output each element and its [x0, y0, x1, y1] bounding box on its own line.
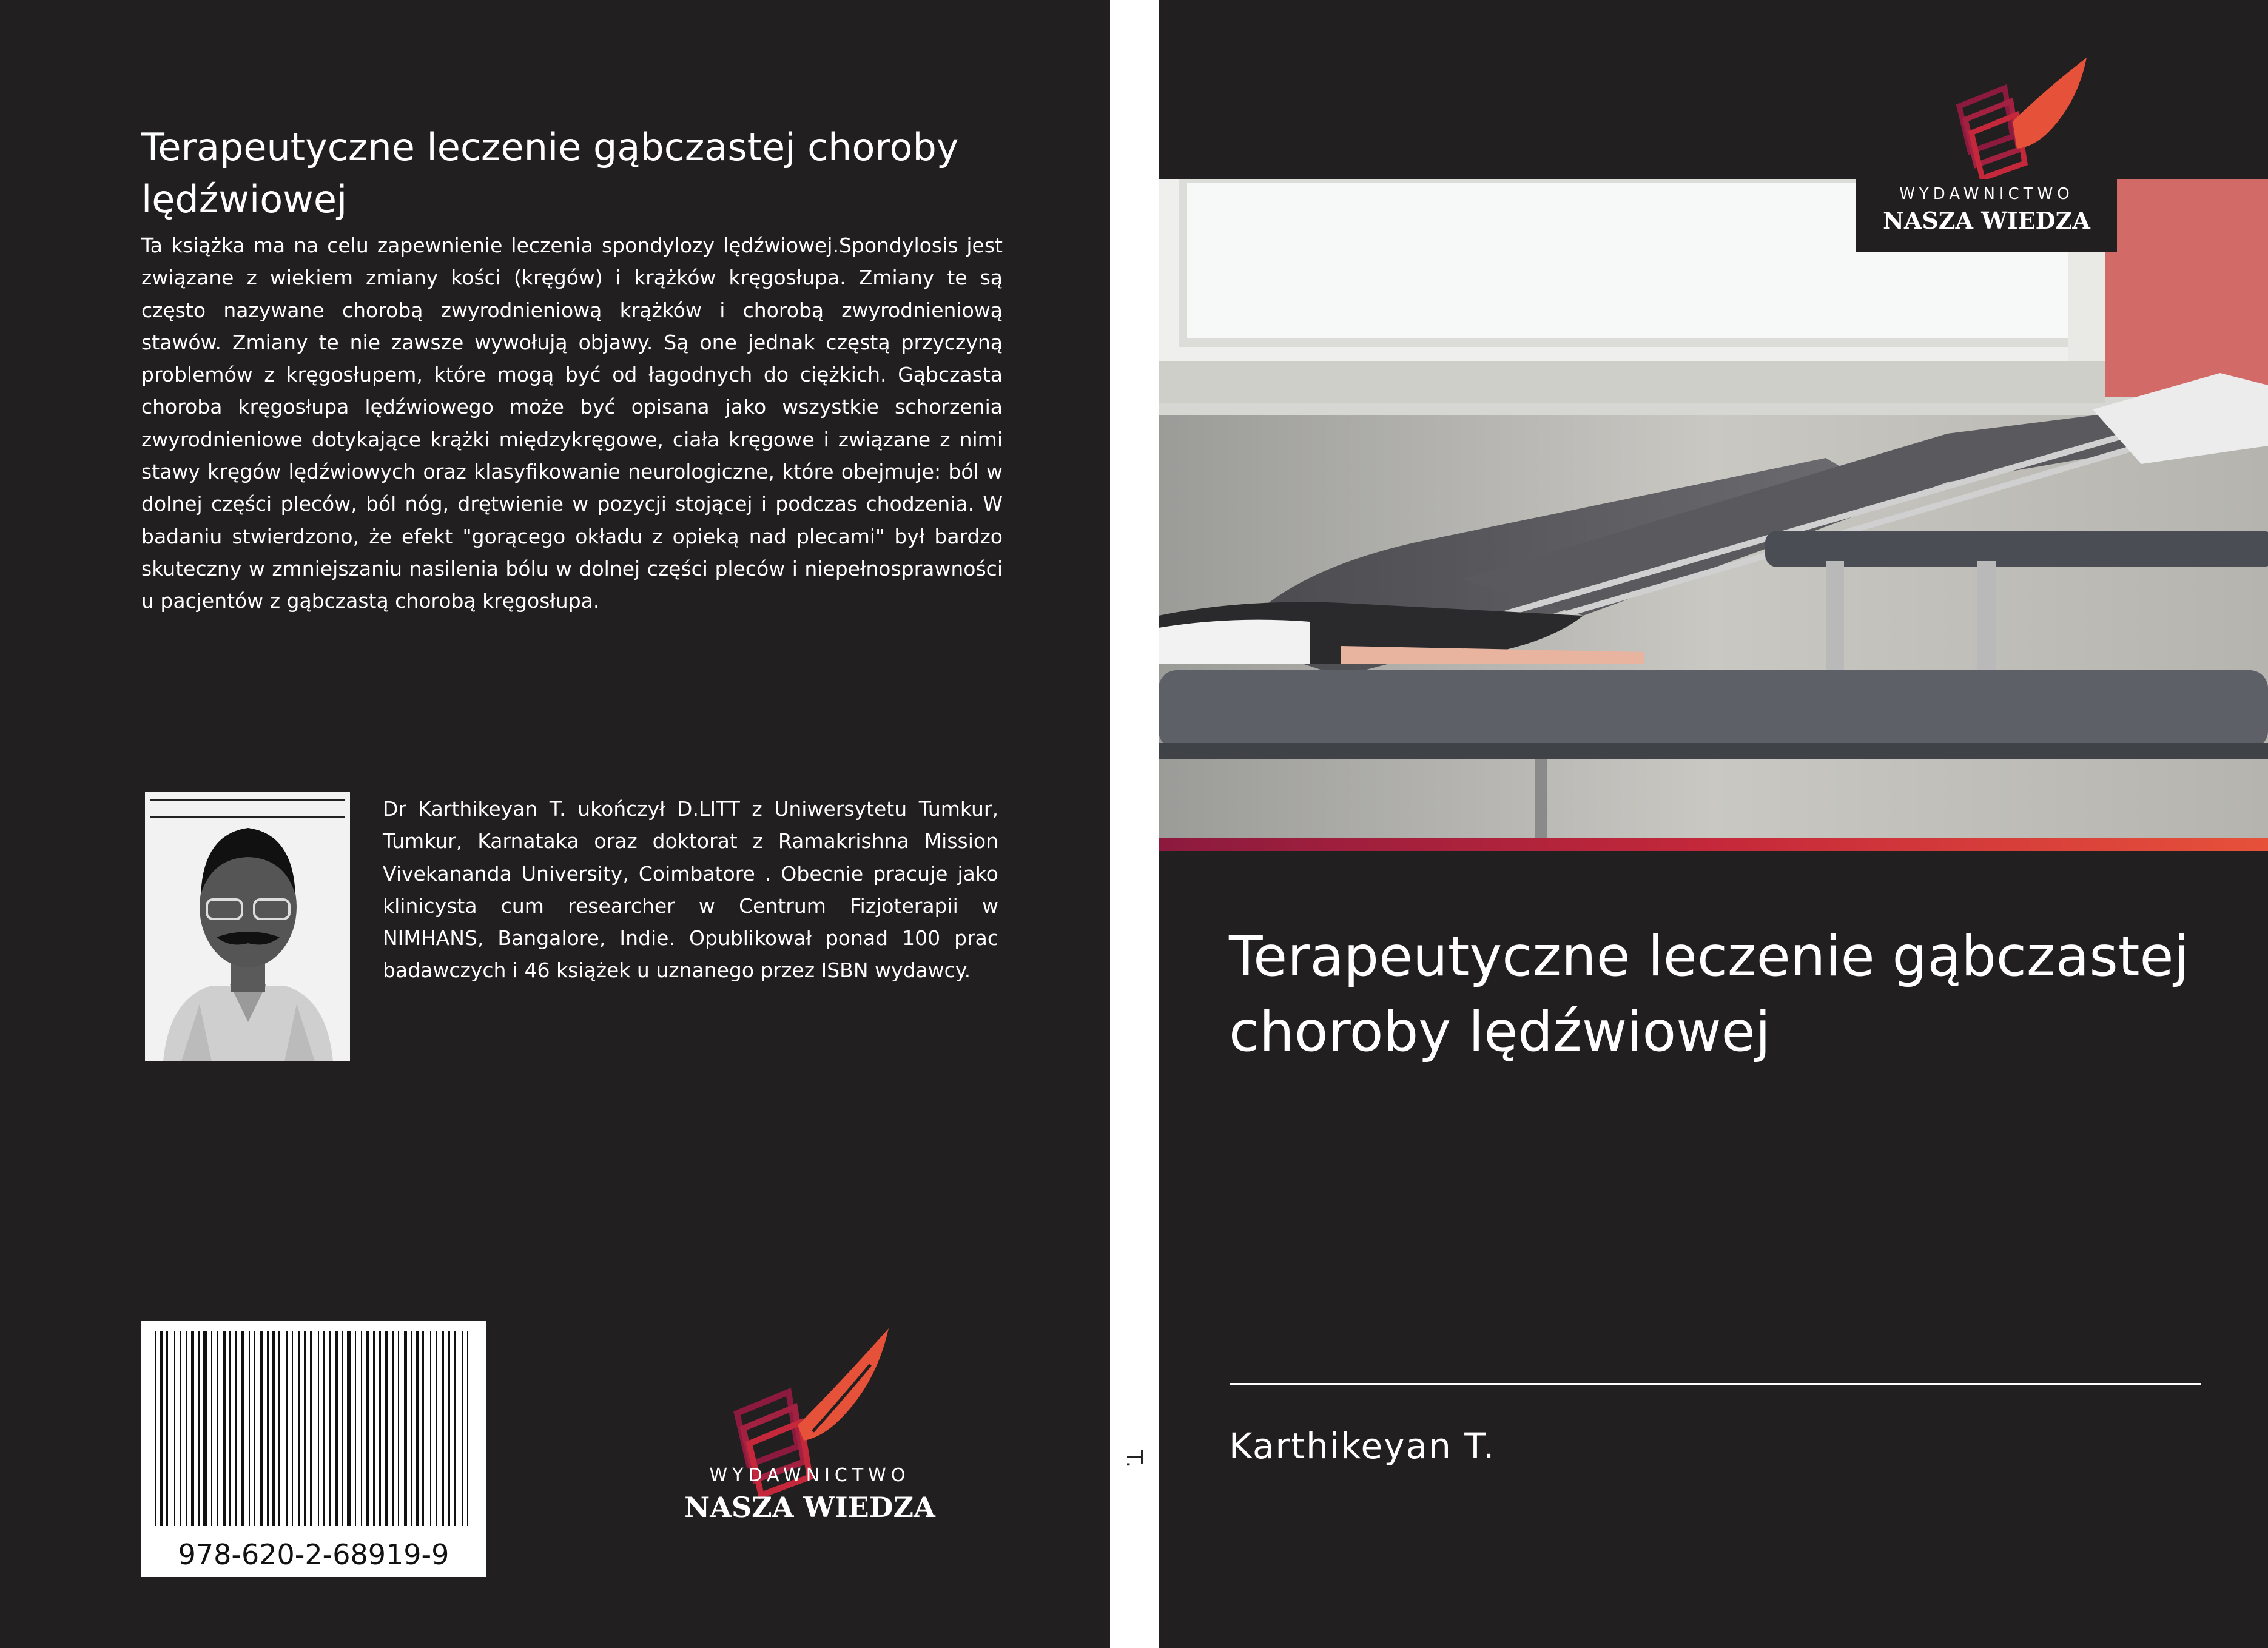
- barcode-bar: [310, 1331, 312, 1526]
- barcode-bar: [361, 1331, 362, 1526]
- author-photo: [145, 792, 350, 1061]
- barcode-bar: [198, 1331, 200, 1526]
- barcode-bar: [217, 1331, 218, 1526]
- barcode-bar: [260, 1331, 263, 1526]
- front-cover-title: Terapeutyczne leczenie gąbczastej choroby lędźwiowej: [1229, 925, 2189, 1064]
- barcode-bar: [342, 1331, 343, 1526]
- front-cover-author: Karthikeyan T.: [1229, 1425, 1496, 1467]
- barcode-bar: [180, 1331, 181, 1526]
- barcode-bar: [422, 1331, 424, 1526]
- barcode-bar: [379, 1331, 381, 1526]
- back-cover-description: Ta książka ma na celu zapewnienie leczenia spondylozy lędźwiowej.Spondylosis jest związane z wiekiem zmiany kości (kręgów) i krążków kręgosłupa. Zmiany te są często nazywane chorobą zwyrodnieniową krążków i chorobą zwyrodnieniową stawów. Zmiany te nie zawsze wywołują objawy. Są one jednak częstą przyczyną problemów z kręgosłupem, które mogą być od łagodnych do ciężkich. Gąbczasta choroba kręgosłupa lędźwiowego może być opisana jako wszystkie schorzenia zwyrodnieniowe dotykające krążki międzykręgowe, ciała kręgowe i związane z nimi stawy kręgów lędźwiowych oraz klasyfikowanie neurologiczne, które obejmuje: ból w dolnej części pleców, ból nóg, drętwienie w pozycji stojącej i podczas chodzenia. W badaniu stwierdzono, że efekt "gorącego okładu z opieką nad plecami" był bardzo skuteczny w zmniejszaniu nasilenia bólu w dolnej części pleców i niepełnosprawności u pacjentów z gąbczastą chorobą kręgosłupa.: [141, 234, 1003, 613]
- barcode-bar: [166, 1331, 168, 1526]
- publisher-name-line1: WYDAWNICTWO: [709, 1465, 910, 1486]
- barcode-bar: [186, 1331, 187, 1526]
- barcode-bar: [467, 1331, 468, 1526]
- barcode-bar: [160, 1331, 163, 1526]
- barcode-bar: [304, 1331, 306, 1526]
- barcode-bar: [355, 1331, 356, 1526]
- barcode-bar: [373, 1331, 375, 1526]
- barcode-bar: [298, 1331, 300, 1526]
- front-cover: [1159, 0, 2268, 1648]
- barcode-bar: [318, 1331, 319, 1526]
- barcode-bar: [286, 1331, 288, 1526]
- barcode-bar: [404, 1331, 407, 1526]
- barcode-bar: [211, 1331, 212, 1526]
- author-bio: Dr Karthikeyan T. ukończył D.LITT z Uniwersytetu Tumkur, Tumkur, Karnataka oraz doktorat z Ramakrishna Mission Vivekananda University, Coimbatore . Obecnie pracuje jako klinicysta cum researcher w Centrum Fizjoterapii w NIMHANS, Bangalore, Indie. Opublikował ponad 100 prac badawczych i 46 książek u uznanego przez ISBN wydawcy.: [383, 797, 998, 983]
- barcode-bar: [223, 1331, 226, 1526]
- barcode-bar: [292, 1331, 293, 1526]
- barcode-bar: [442, 1331, 444, 1526]
- barcode-bar: [155, 1331, 156, 1526]
- cover-photo: [1159, 179, 2268, 838]
- book-feather-icon: [1911, 58, 2117, 185]
- barcode-bar: [462, 1331, 463, 1526]
- barcode-bar: [366, 1331, 369, 1526]
- barcode-bar: [329, 1331, 331, 1526]
- barcode-bar: [249, 1331, 250, 1526]
- publisher-logo-back: [658, 1316, 961, 1522]
- publisher-name-line2: NASZA WIEDZA: [684, 1491, 935, 1524]
- spine-author: T.: [1122, 1450, 1147, 1468]
- barcode-bar: [235, 1331, 237, 1526]
- spine-author-wrapper: [1110, 1425, 1159, 1492]
- barcode-bar: [335, 1331, 338, 1526]
- barcode-bar: [398, 1331, 399, 1526]
- title-divider: [1230, 1383, 2201, 1385]
- barcode-bar: [416, 1331, 419, 1526]
- barcode-bar: [392, 1331, 394, 1526]
- isbn-barcode: [141, 1321, 486, 1577]
- barcode-bar: [191, 1331, 194, 1526]
- barcode-bar: [347, 1331, 351, 1526]
- barcode-bar: [436, 1331, 437, 1526]
- back-cover: [0, 0, 1110, 1648]
- barcode-bar: [229, 1331, 231, 1526]
- barcode-bar: [385, 1331, 388, 1526]
- barcode-bar: [174, 1331, 175, 1526]
- barcode-bar: [411, 1331, 412, 1526]
- barcode-bar: [278, 1331, 280, 1526]
- back-cover-title: Terapeutyczne leczenie gąbczastej choroby lędźwiowej: [141, 125, 959, 221]
- barcode-bar: [254, 1331, 255, 1526]
- barcode-bar: [267, 1331, 269, 1526]
- book-spine: [1110, 0, 1159, 1648]
- publisher-logo-front: [1883, 58, 2117, 252]
- isbn-number: 978-620-2-68919-9: [178, 1538, 449, 1571]
- barcode-bar: [454, 1331, 456, 1526]
- barcode-bar: [323, 1331, 325, 1526]
- accent-stripe: [1159, 838, 2268, 851]
- barcode-bar: [203, 1331, 207, 1526]
- barcode-bar: [272, 1331, 275, 1526]
- barcode-bar: [430, 1331, 431, 1526]
- publisher-name-line1: WYDAWNICTWO: [1899, 185, 2074, 203]
- barcode-bar: [241, 1331, 244, 1526]
- publisher-name-line2: NASZA WIEDZA: [1883, 207, 2090, 234]
- barcode-bar: [448, 1331, 450, 1526]
